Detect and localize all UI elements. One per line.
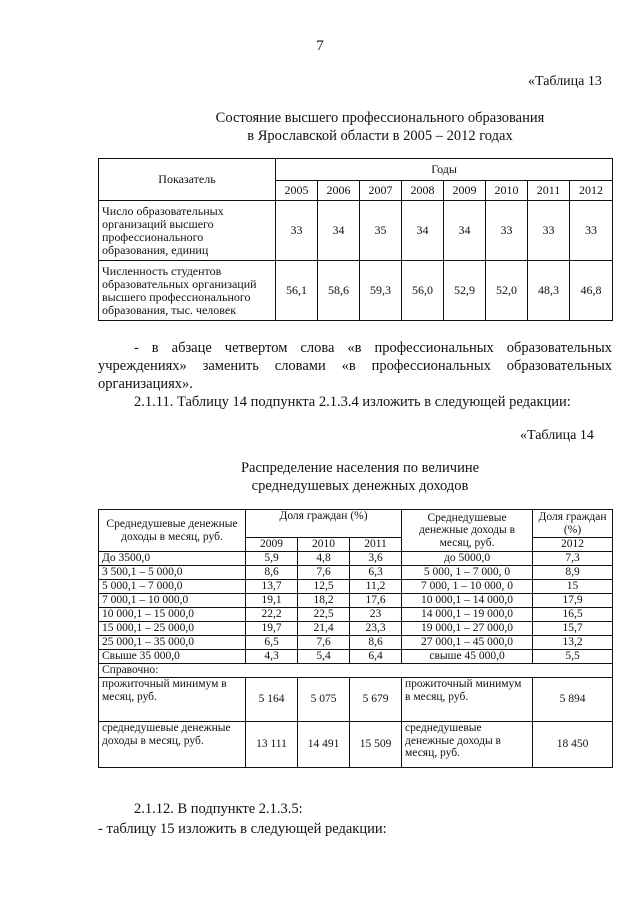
t14-cell-right: 15 [533,580,613,594]
t14-income-right: 19 000,1 – 27 000,0 [402,622,533,636]
table14-title [0,459,640,495]
t14-cell: 15 509 [350,722,402,768]
table-row [99,594,613,608]
t14-ref-right: прожиточный минимум в месяц, руб. [402,678,533,722]
t13-cell: 56,0 [402,261,444,321]
table-row [99,678,613,722]
t13-row-label: Число образовательных организаций высшего профессионального образования, единиц [99,201,276,261]
t14-cell: 13 111 [246,722,298,768]
t13-cell: 59,3 [360,261,402,321]
t14-ref-left: среднедушевые денежные доходы в месяц, руб. [99,722,246,768]
t13-cell: 33 [570,201,613,261]
t14-income-right: до 5000,0 [402,552,533,566]
t14-income-right: 7 000, 1 – 10 000, 0 [402,580,533,594]
t13-cell: 58,6 [318,261,360,321]
table13-label: «Таблица 13 [528,74,602,89]
t14-income-left: 7 000,1 – 10 000,0 [99,594,246,608]
t14-cell-right: 5,5 [533,650,613,664]
table-row [99,580,613,594]
t13-year: 2011 [528,181,570,201]
table13-title-line1: Состояние высшего профессионального образования [215,110,545,126]
t14-year: 2010 [298,538,350,552]
t13-cell: 34 [402,201,444,261]
t14-income-left: Свыше 35 000,0 [99,650,246,664]
t14-cell: 17,6 [350,594,402,608]
t13-year: 2007 [360,181,402,201]
t14-header-share: Доля граждан (%) [246,510,402,538]
t14-cell: 23 [350,608,402,622]
t13-year: 2005 [276,181,318,201]
table-row [99,608,613,622]
t14-income-left: 15 000,1 – 25 000,0 [99,622,246,636]
table-row [99,261,613,321]
t14-cell-right: 13,2 [533,636,613,650]
t13-header-indicator: Показатель [99,159,276,201]
table-row [99,650,613,664]
t14-cell-right: 7,3 [533,552,613,566]
t14-cell: 3,6 [350,552,402,566]
t14-cell: 6,4 [350,650,402,664]
paragraph-2-1-12: 2.1.12. В подпункте 2.1.3.5: [134,801,303,817]
table14-title-line1: Распределение населения по величине [240,460,480,476]
t14-cell-right: 18 450 [533,722,613,768]
t13-cell: 46,8 [570,261,613,321]
t14-cell: 19,7 [246,622,298,636]
t14-ref-right: среднедушевые денежные доходы в месяц, руб. [402,722,533,768]
t13-cell: 35 [360,201,402,261]
t14-cell-right: 8,9 [533,566,613,580]
t14-cell: 21,4 [298,622,350,636]
paragraph-2-1-11: 2.1.11. Таблицу 14 подпункта 2.1.3.4 изложить в следующей редакции: [134,394,571,410]
t13-year: 2009 [444,181,486,201]
t14-income-left: 25 000,1 – 35 000,0 [99,636,246,650]
table13-title [0,109,640,145]
t14-cell: 4,8 [298,552,350,566]
t14-cell: 22,2 [246,608,298,622]
table-row [99,722,613,768]
t14-cell: 8,6 [350,636,402,650]
t14-cell: 11,2 [350,580,402,594]
t14-income-right: 10 000,1 – 14 000,0 [402,594,533,608]
t14-cell: 7,6 [298,566,350,580]
t13-cell: 34 [318,201,360,261]
t14-header-income-right: Среднедушевые денежные доходы в месяц, руб. [402,510,533,552]
table14-label: «Таблица 14 [520,428,594,443]
t14-cell-right: 5 894 [533,678,613,722]
t13-year: 2010 [486,181,528,201]
t14-ref-left: прожиточный минимум в месяц, руб. [99,678,246,722]
t13-year: 2006 [318,181,360,201]
t14-year: 2009 [246,538,298,552]
table13-title-line2: в Ярославской области в 2005 – 2012 годах [247,128,513,144]
t14-cell: 22,5 [298,608,350,622]
table-row [99,566,613,580]
t14-income-left: 5 000,1 – 7 000,0 [99,580,246,594]
t14-cell: 14 491 [298,722,350,768]
table14 [98,509,613,768]
t14-income-left: До 3500,0 [99,552,246,566]
t13-cell: 33 [486,201,528,261]
paragraph-table15: - таблицу 15 изложить в следующей редакции: [98,821,387,837]
t14-cell: 23,3 [350,622,402,636]
t13-cell: 34 [444,201,486,261]
t14-header-income-left: Среднедушевые денежные доходы в месяц, руб. [99,510,246,552]
t14-income-left: 10 000,1 – 15 000,0 [99,608,246,622]
t14-cell-right: 15,7 [533,622,613,636]
t14-income-right: 27 000,1 – 45 000,0 [402,636,533,650]
t14-header-share-right: Доля граждан (%) [533,510,613,538]
t14-cell: 5 164 [246,678,298,722]
t14-cell: 7,6 [298,636,350,650]
t13-cell: 52,0 [486,261,528,321]
table-row [99,552,613,566]
t13-cell: 52,9 [444,261,486,321]
t13-row-label: Численность студентов образовательных организаций высшего профессионального образования, тыс. человек [99,261,276,321]
table-row [99,622,613,636]
t13-header-years: Годы [276,159,613,181]
t14-cell: 5 679 [350,678,402,722]
paragraph-amendment: - в абзаце четвертом слова «в профессиональных образовательных учреждениях» заменить словами «в профессиональных образовательных организациях». [98,340,612,392]
t14-cell: 5,4 [298,650,350,664]
t14-cell: 12,5 [298,580,350,594]
t14-income-right: 5 000, 1 – 7 000, 0 [402,566,533,580]
t13-year: 2012 [570,181,613,201]
page-number: 7 [316,38,324,54]
t14-cell-right: 16,5 [533,608,613,622]
table-row [99,636,613,650]
table-row [99,201,613,261]
table14-title-line2: среднедушевых денежных доходов [251,478,469,494]
t14-reference-label: Справочно: [99,664,613,678]
t13-cell: 33 [276,201,318,261]
t14-cell: 5,9 [246,552,298,566]
t14-income-left: 3 500,1 – 5 000,0 [99,566,246,580]
t14-year: 2011 [350,538,402,552]
t14-cell: 13,7 [246,580,298,594]
t14-cell: 18,2 [298,594,350,608]
t14-cell: 6,3 [350,566,402,580]
t13-cell: 33 [528,201,570,261]
t14-cell: 8,6 [246,566,298,580]
t14-cell: 4,3 [246,650,298,664]
t14-year-right: 2012 [533,538,613,552]
t13-cell: 56,1 [276,261,318,321]
t14-cell: 5 075 [298,678,350,722]
t14-cell: 19,1 [246,594,298,608]
t14-cell: 6,5 [246,636,298,650]
table13 [98,158,613,321]
t13-cell: 48,3 [528,261,570,321]
t14-cell-right: 17,9 [533,594,613,608]
t13-year: 2008 [402,181,444,201]
t14-income-right: 14 000,1 – 19 000,0 [402,608,533,622]
t14-income-right: свыше 45 000,0 [402,650,533,664]
